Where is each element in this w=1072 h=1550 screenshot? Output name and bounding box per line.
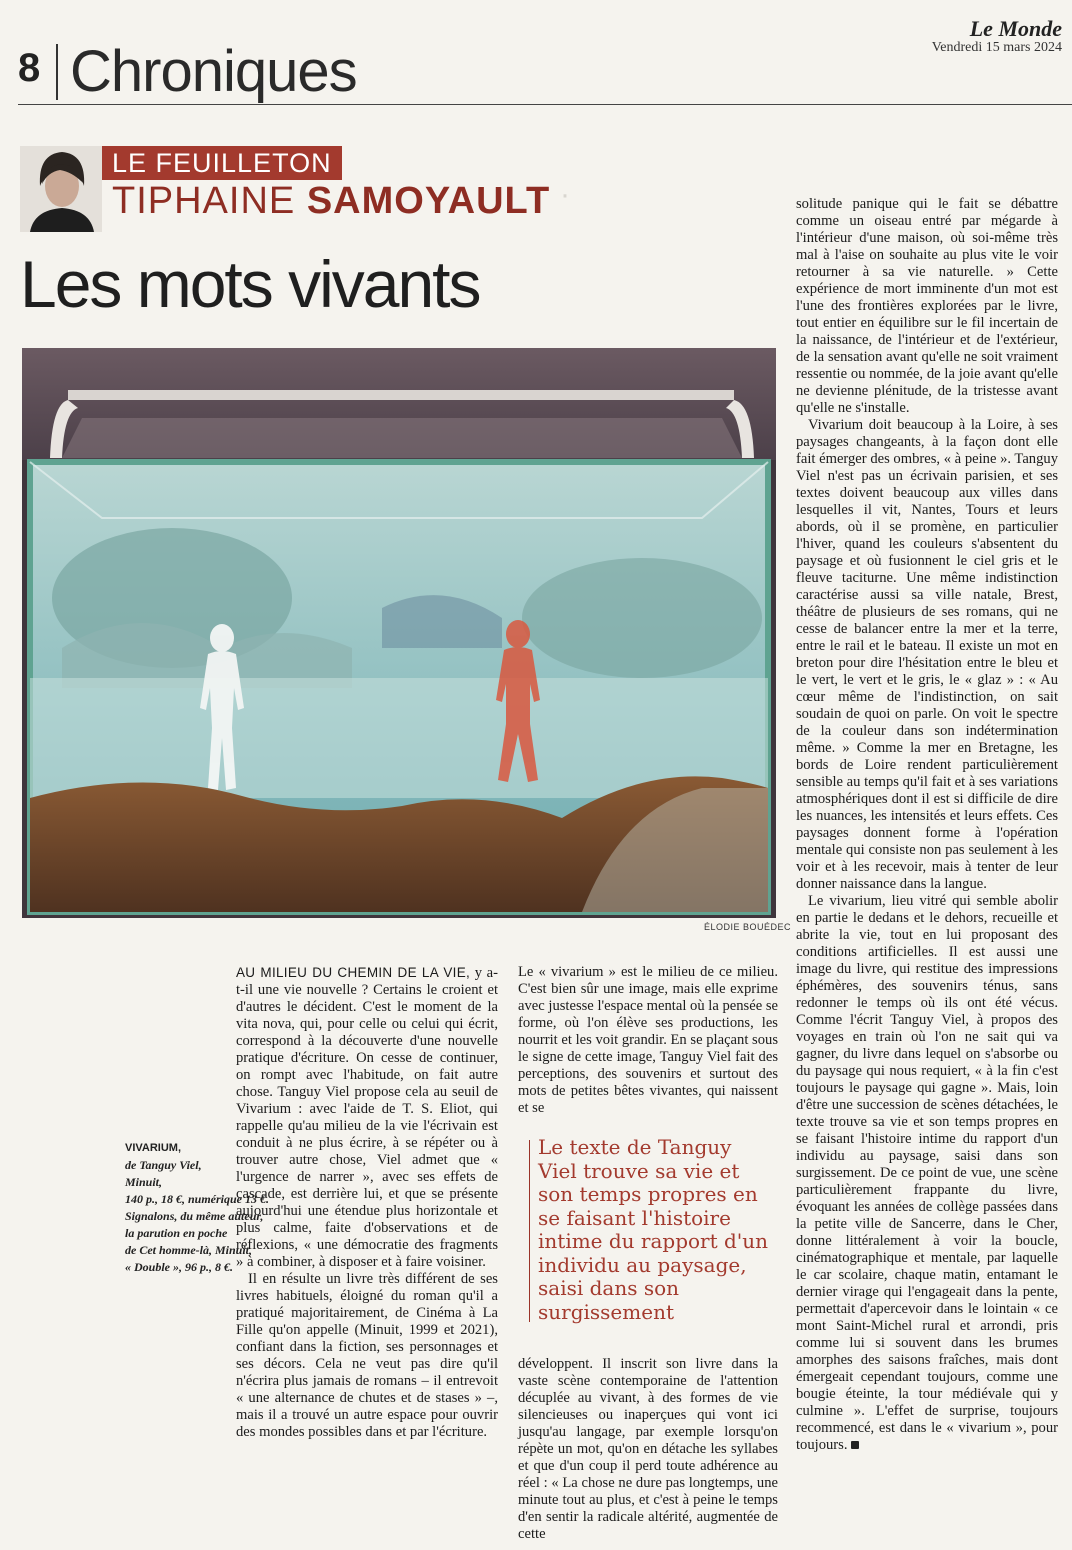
paragraph [796,893,1058,1454]
author-first: TIPHAINE [112,180,296,222]
book-note: Signalons, du même auteur, [125,1209,264,1223]
end-mark [851,1441,859,1449]
pullquote-rule [529,1140,530,1322]
book-publisher: Minuit, [125,1175,163,1189]
book-note: la parution en poche [125,1226,228,1240]
illustration [22,348,776,918]
book-info [125,1140,295,1276]
lead-in: AU MILIEU DU CHEMIN DE LA VIE, [236,965,471,980]
section-divider [56,44,58,100]
header-rule [18,104,1072,105]
pullquote: Le texte de Tanguy Viel trouve sa vie et son temps propres en se faisant l'histoire intime du rapport d'un individu au paysage, saisi dans son surgissement [538,1135,769,1324]
paragraph-text: Le vivarium, lieu vitré qui semble abolir en partie le dedans et le dehors, recueille et abrite la vie, tout en lui proposant des conditions artificielles. Il est aussi une image du livre, qui restitue des impressions éphémères, des souvenirs ténus, sans redonner le temps où ils ont été vécus. Comme l'écrit Tanguy Viel, à propos des voyages en train où l'on ne sait qui va gagner, du livre dans lequel on s'absorbe ou du paysage qui nous requiert, « à la fin c'est toujours le paysage qui gagne ». Mais, loin d'être une succession de scènes détachées, le texte trouve sa vie et son temps propres en se faisant l'histoire intime du rapport d'un individu au paysage, saisi dans son surgissement. De ce point de vue, une scène particulièrement frappante du livre, évoquant les années de collège passées dans la petite ville de Sancerre, dans le Cher, donne littéralement à voir la boucle, cinématographique et mentale, par laquelle le car scolaire, chaque matin, entamant le dernier virage qui l'engageait dans la pente, permettait d'apercevoir dans le lointain « ce mont Saint-Michel rural et arrondi, pris comme lui si souvent dans les brumes amorphes des saisons fraîches, mais dont émergeait cependant toujours, comme une bougie éteinte, la tour médiévale qui y culmine ». L'effet de surprise, toujours recommencé, est dans le « vivarium », pour toujours. [796,893,1058,1453]
article-column-3 [796,196,1058,1454]
portrait-image [20,146,102,232]
paragraph-text: y a-t-il une vie nouvelle ? Certains le croient et d'autres le décident. C'est le moment de la vita nova, qui, pour celle ou celui qui écrit, correspond à la découverte d'une nouvelle pratique d'écriture. On cesse de continuer, on rompt avec l'habitude, on fait autre chose. Tanguy Viel propose cela au seuil de Vivarium : avec l'aide de T. S. Eliot, qui rappelle qu'au milieu de la vie l'écrivain est conduit à ne plus écrire, à se répéter ou à trouver autre chose, Viel admet que « l'urgence de narrer », avec ses effets de cascade, est derrière lui, et que se présente aujourd'hui une étendue plus horizontale et plus calme, faite d'observations et de réflexions, « une démocratie des fragments » à combiner, à disposer et à faire voisiner. [236,965,498,1270]
paragraph: Il en résulte un livre très différent de ses livres habituels, éloigné du roman qu'il a pratiqué majoritairement, de Cinéma à La Fille qu'on appelle (Minuit, 1999 et 2021), confiant dans la fiction, ses personnages et ses décors. Cela ne veut pas dire qu'il n'écrira plus jamais de romans – il entrevoit « une alternance de chutes et de stases » –, mais il a trouvé un autre espace pour ouvrir des mondes possibles dans et par l'écriture. [236,1271,498,1440]
ghost-text: · [560,178,570,211]
kicker-label: LE FEUILLETON [102,146,342,180]
author-portrait [20,146,102,232]
page-number: 8 [18,46,41,90]
headline: Les mots vivants [20,247,480,321]
illustration-credit: ÉLODIE BOUÉDEC [704,922,792,932]
book-price: 140 p., 18 €, numérique 13 €. [125,1192,270,1206]
book-note: « Double », 96 p., 8 €. [125,1260,233,1274]
author-last: SAMOYAULT [306,180,551,222]
article-column-2-top [518,964,778,1117]
masthead-logo: Le Monde [969,16,1062,41]
paragraph: développent. Il inscrit son livre dans la vaste scène contemporaine de l'attention décuplée au vivant, à des formes de vie silencieuses ou inaperçues qui vont ici jusqu'au langage, par exemple lorsqu'on répète un mot, qu'on en détache les syllabes et que d'un coup il perd toute adhérence au réel : « La chose ne dure pas longtemps, une minute tout au plus, et c'est à peine le temps d'en sentir la radicale altérité, augmentée de cette [518,1356,778,1542]
article-column-2-bottom [518,1356,778,1543]
book-note: de Cet homme-là, Minuit, [125,1243,253,1257]
vivarium-illustration [22,348,776,918]
author-name [112,180,550,223]
issue-date: Vendredi 15 mars 2024 [931,40,1062,55]
paragraph: solitude panique qui le fait se débattre comme un oiseau entré par mégarde à l'intérieur d'une maison, où soi-même très mal à l'aise on souhaite au plus vite le voir retourner à sa vie naturelle. » Cette expérience de mort imminente d'un mot est l'une des frontières explorées par le livre, tout entier en équilibre sur le fil incertain de la naissance, de l'intérieur et de l'extérieur, de la sensation avant qu'elle ne soit vraiment ressentie ou nommée, de la joie avant qu'elle ne devienne plénitude, de la tristesse avant qu'elle ne s'installe. [796,196,1058,416]
book-author: de Tanguy Viel, [125,1158,202,1172]
paragraph: Le « vivarium » est le milieu de ce milieu. C'est bien sûr une image, mais elle exprime avec justesse l'espace mental où la pensée se forme, où l'on élève ses productions, les nourrit et les voit grandir. En se plaçant sous le signe de cette image, Tanguy Viel fait des perceptions, des souvenirs et surtout des mots de petites bêtes vivantes, qui naissent et se [518,964,778,1116]
paragraph: Vivarium doit beaucoup à la Loire, à ses paysages changeants, à la façon dont elle fait émerger des ombres, « à peine ». Tanguy Viel n'est pas un écrivain parisien, et ses textes doivent beaucoup aux villes dans lesquelles il vit, Nantes, Tours et leurs abords, où il se promène, en particulier l'hiver, quand les couleurs s'absentent du paysage et où fusionnent le ciel gris et le fleuve taciturne. Une même indistinction caractérise aussi sa ville natale, Brest, théâtre de plusieurs de ses romans, qui ne cesse de balancer entre la mer et la terre, entre le rail et le bateau. Il existe un mot en breton pour dire l'hésitation entre le bleu et le vert, le vert et le gris, le « glaz » : « Au cœur même de l'indistinction, on sait soudain de quoi on parle. On voit le spectre de la couleur dans son indétermination même. » Comme la mer en Bretagne, les bords de Loire rendent particulièrement sensible au temps qu'il fait et à ses variations atmosphériques dont il est si difficile de dire les nuances, les intensités et leurs effets. Ces paysages donnent forme à l'opération mentale qui consiste non pas seulement à les voir et à les recevoir, mais à tenter de leur donner naissance dans la langue. [796,417,1059,892]
section-title: Chroniques [70,39,357,104]
book-title: VIVARIUM, [125,1142,182,1154]
